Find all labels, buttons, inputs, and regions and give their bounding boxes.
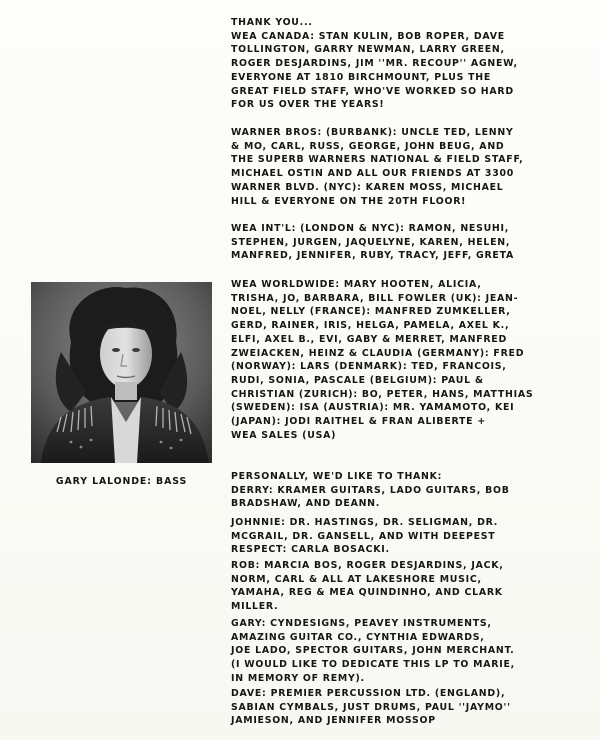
credit-line: JOE LADO, SPECTOR GUITARS, JOHN MERCHANT. xyxy=(231,645,515,657)
credit-line: ROGER DESJARDINS, JIM ''MR. RECOUP'' AGNEW, xyxy=(231,58,518,70)
credit-line: MANFRED, JENNIFER, RUBY, TRACY, JEFF, GRETA xyxy=(231,250,515,262)
credit-line: IN MEMORY OF REMY). xyxy=(231,672,365,684)
para-wea-canada xyxy=(231,30,518,112)
credit-line: SABIAN CYMBALS, JUST DRUMS, PAUL ''JAYMO'' xyxy=(231,701,511,713)
credit-line: CHRISTIAN (ZURICH): BO, PETER, HANS, MATTHIAS xyxy=(231,388,534,400)
credit-line: WEA CANADA: STAN KULIN, BOB ROPER, DAVE xyxy=(231,30,505,42)
credit-line: TOLLINGTON, GARRY NEWMAN, LARRY GREEN, xyxy=(231,44,505,56)
credit-line: MCGRAIL, DR. GANSELL, AND WITH DEEPEST xyxy=(231,530,496,542)
para-wea-intl xyxy=(231,222,514,263)
credit-line: THANK YOU... xyxy=(231,17,313,28)
credit-line: RESPECT: CARLA BOSACKI. xyxy=(231,544,390,556)
para-warner-bros xyxy=(231,126,523,208)
credit-line: YAMAHA, REG & MEA QUINDINHO, AND CLARK xyxy=(231,587,503,599)
para-dave xyxy=(231,687,511,728)
credit-line: MILLER. xyxy=(231,601,279,613)
credit-line: ZWEIACKEN, HEINZ & CLAUDIA (GERMANY): FRED xyxy=(231,347,525,359)
credit-line: PERSONALLY, WE'D LIKE TO THANK: xyxy=(231,471,443,482)
credit-line: NORM, CARL & ALL AT LAKESHORE MUSIC, xyxy=(231,573,482,585)
credit-line: (NORWAY): LARS (DENMARK): TED, FRANCOIS, xyxy=(231,361,507,373)
credit-line: AMAZING GUITAR CO., CYNTHIA EDWARDS, xyxy=(231,631,485,643)
credit-line: JAMIESON, AND JENNIFER MOSSOP xyxy=(231,715,436,727)
para-gary xyxy=(231,617,515,686)
band-member-photo xyxy=(31,282,212,463)
credit-line: (I WOULD LIKE TO DEDICATE THIS LP TO MARIE, xyxy=(231,659,515,671)
para-wea-worldwide xyxy=(231,278,533,442)
credit-line: DERRY: KRAMER GUITARS, LADO GUITARS, BOB xyxy=(231,484,510,496)
portrait-image xyxy=(31,282,212,463)
credit-line: STEPHEN, JURGEN, JAQUELYNE, KAREN, HELEN, xyxy=(231,236,511,248)
credit-line: WARNER BLVD. (NYC): KAREN MOSS, MICHAEL xyxy=(231,181,504,193)
para-johnnie xyxy=(231,516,498,557)
credit-line: DAVE: PREMIER PERCUSSION LTD. (ENGLAND), xyxy=(231,688,506,699)
para-personally xyxy=(231,470,510,511)
credit-line: WARNER BROS: (BURBANK): UNCLE TED, LENNY xyxy=(231,127,514,138)
credit-line: THE SUPERB WARNERS NATIONAL & FIELD STAFF, xyxy=(231,154,524,166)
para-rob xyxy=(231,559,504,614)
credit-line: HILL & EVERYONE ON THE 20TH FLOOR! xyxy=(231,195,467,207)
para-intro xyxy=(231,16,313,30)
credit-line: & MO, CARL, RUSS, GEORGE, JOHN BEUG, AND xyxy=(231,140,505,152)
credit-line: FOR US OVER THE YEARS! xyxy=(231,99,385,111)
credit-line: RUDI, SONIA, PASCALE (BELGIUM): PAUL & xyxy=(231,374,484,386)
credit-line: JOHNNIE: DR. HASTINGS, DR. SELIGMAN, DR. xyxy=(231,517,499,528)
credit-line: GARY: CYNDESIGNS, PEAVEY INSTRUMENTS, xyxy=(231,618,492,629)
credit-line: WEA SALES (USA) xyxy=(231,429,337,441)
credit-line: WEA WORLDWIDE: MARY HOOTEN, ALICIA, xyxy=(231,279,482,290)
credit-line: GREAT FIELD STAFF, WHO'VE WORKED SO HARD xyxy=(231,85,514,97)
credit-line: WEA INT'L: (LONDON & NYC): RAMON, NESUHI, xyxy=(231,223,510,234)
credit-line: NOEL, NELLY (FRANCE): MANFRED ZUMKELLER, xyxy=(231,306,511,318)
credit-line: MICHAEL OSTIN AND ALL OUR FRIENDS AT 3300 xyxy=(231,168,515,180)
photo-caption: GARY LALONDE: BASS xyxy=(55,476,188,487)
credit-line: ROB: MARCIA BOS, ROGER DESJARDINS, JACK, xyxy=(231,560,504,571)
credit-line: (SWEDEN): ISA (AUSTRIA): MR. YAMAMOTO, KEI xyxy=(231,402,515,414)
credit-line: GERD, RAINER, IRIS, HELGA, PAMELA, AXEL K., xyxy=(231,320,510,332)
credit-line: (JAPAN): JODI RAITHEL & FRAN ALIBERTE + xyxy=(231,416,486,428)
credit-line: ELFI, AXEL B., EVI, GABY & MERRET, MANFRED xyxy=(231,333,507,345)
credit-line: EVERYONE AT 1810 BIRCHMOUNT, PLUS THE xyxy=(231,71,492,83)
credit-line: TRISHA, JO, BARBARA, BILL FOWLER (UK): JEAN- xyxy=(231,292,519,304)
credit-line: BRADSHAW, AND DEANN. xyxy=(231,498,381,510)
